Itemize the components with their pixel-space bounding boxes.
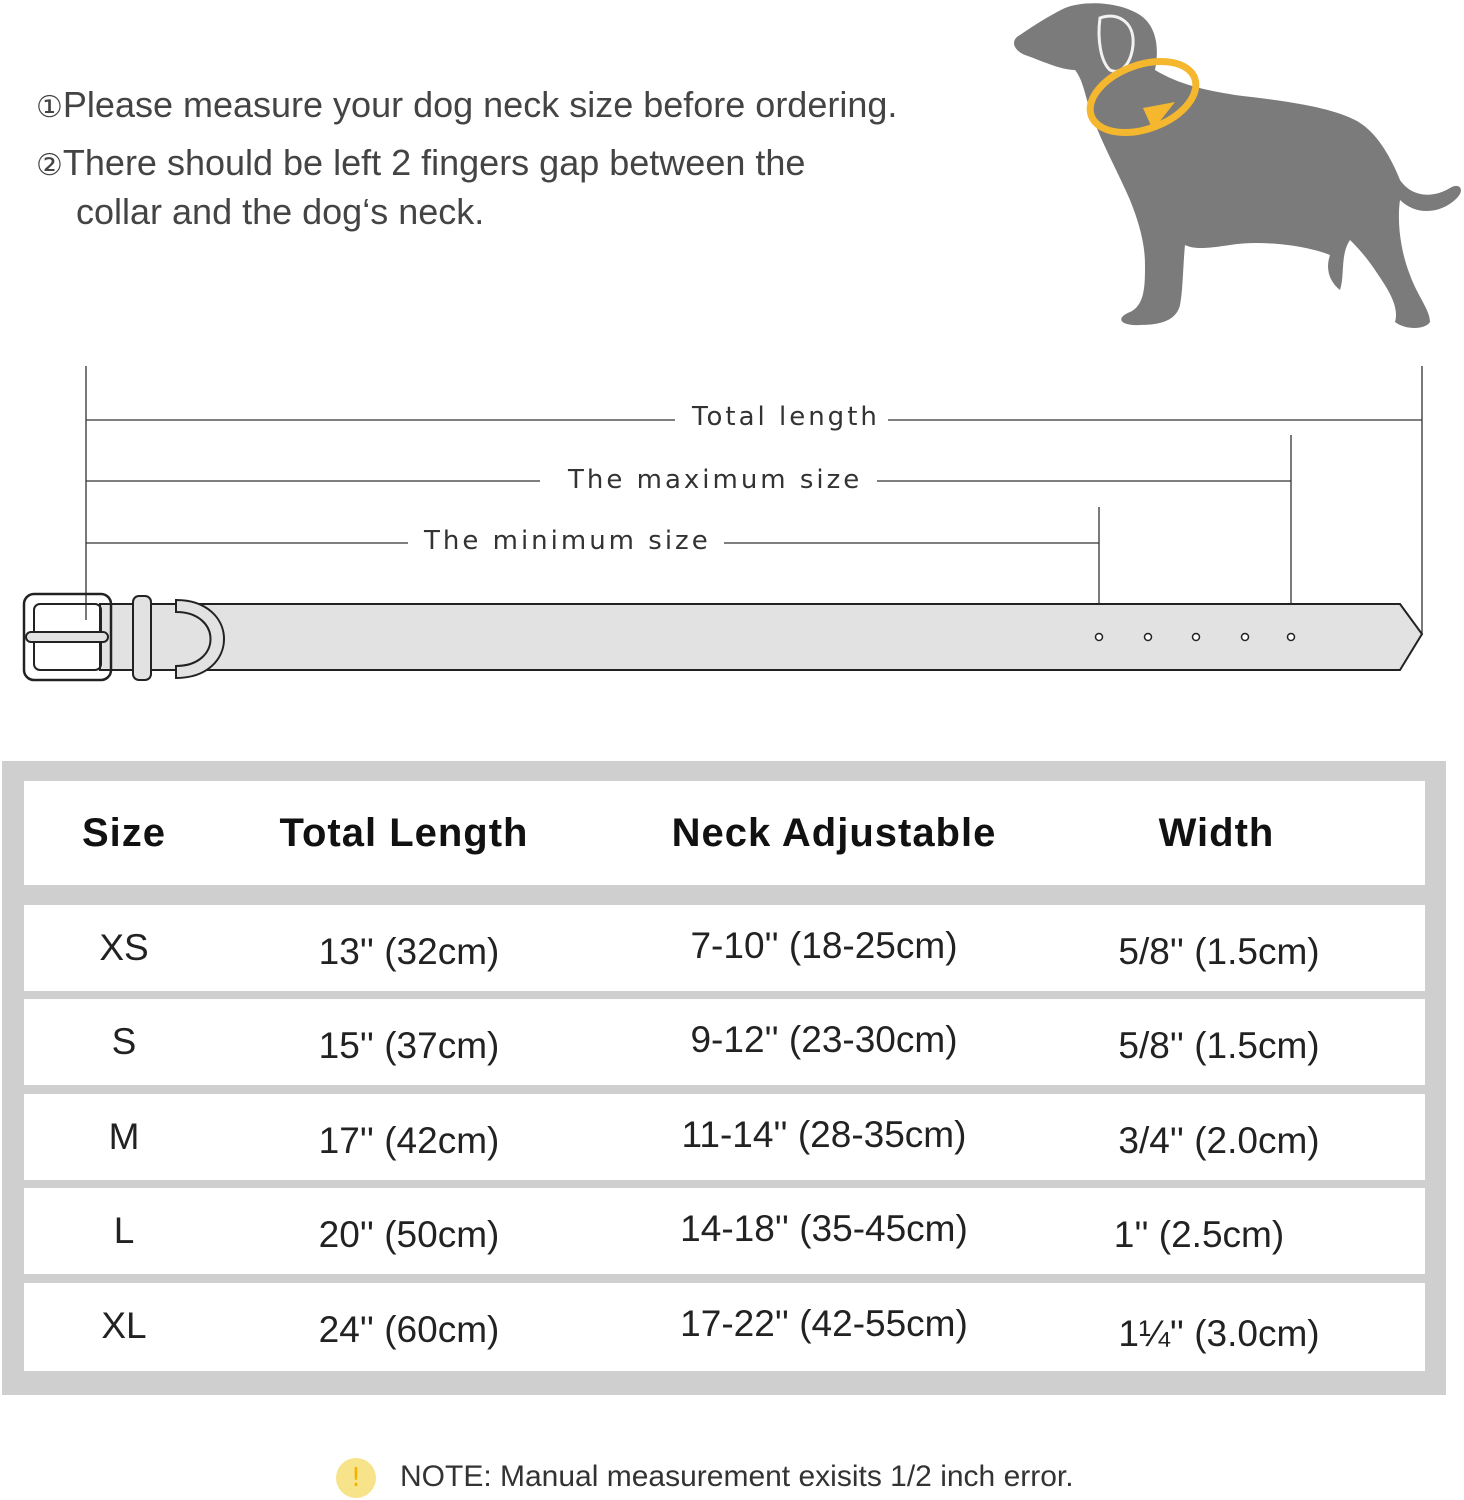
header-neck-adjustable: Neck Adjustable bbox=[671, 811, 997, 855]
step-number-1: ① bbox=[36, 90, 63, 125]
cell-width: 1'' (2.5cm) bbox=[1113, 1214, 1285, 1255]
table-row bbox=[24, 1283, 1425, 1371]
collar-hole bbox=[1096, 634, 1103, 641]
table-row bbox=[24, 905, 1425, 991]
dog-illustration bbox=[1005, 0, 1464, 340]
collar-hole bbox=[1145, 634, 1152, 641]
exclamation-icon: ! bbox=[336, 1458, 376, 1498]
cell-neck-adjustable: 7-10'' (18-25cm) bbox=[690, 925, 958, 966]
step-number-2: ② bbox=[36, 148, 63, 183]
collar-diagram bbox=[0, 350, 1464, 690]
cell-size: S bbox=[111, 1021, 137, 1062]
collar-strap bbox=[100, 604, 1422, 670]
cell-width: 1¼'' (3.0cm) bbox=[1118, 1313, 1320, 1354]
table-row bbox=[24, 999, 1425, 1085]
cell-total-length: 13'' (32cm) bbox=[318, 931, 500, 972]
dog-silhouette bbox=[1014, 3, 1461, 328]
cell-total-length: 17'' (42cm) bbox=[318, 1120, 500, 1161]
instruction-2-text-line1: There should be left 2 fingers gap between the bbox=[62, 142, 806, 183]
min-size-label: The minimum size bbox=[424, 526, 711, 556]
collar-hole bbox=[1242, 634, 1249, 641]
cell-neck-adjustable: 9-12'' (23-30cm) bbox=[690, 1019, 958, 1060]
note-text: NOTE: Manual measurement exisits 1/2 inch error. bbox=[400, 1460, 1074, 1493]
instruction-2 bbox=[36, 140, 805, 235]
table-row bbox=[24, 1094, 1425, 1180]
header-width: Width bbox=[1158, 811, 1275, 855]
cell-width: 5/8'' (1.5cm) bbox=[1118, 1025, 1320, 1066]
instruction-2-text-line2: collar and the dog‘s neck. bbox=[76, 191, 485, 232]
cell-neck-adjustable: 14-18'' (35-45cm) bbox=[680, 1208, 968, 1249]
table-header-row bbox=[24, 781, 1425, 885]
cell-size: L bbox=[113, 1210, 135, 1251]
table-row bbox=[24, 1188, 1425, 1274]
cell-size: XS bbox=[99, 927, 149, 968]
max-size-label: The maximum size bbox=[568, 465, 863, 495]
header-size: Size bbox=[81, 811, 167, 855]
instruction-1-text: Please measure your dog neck size before ordering. bbox=[62, 84, 898, 125]
size-table bbox=[2, 761, 1446, 1395]
collar-hole bbox=[1193, 634, 1200, 641]
cell-total-length: 15'' (37cm) bbox=[318, 1025, 500, 1066]
instruction-1 bbox=[36, 82, 897, 131]
cell-neck-adjustable: 17-22'' (42-55cm) bbox=[680, 1303, 968, 1344]
collar-hole bbox=[1288, 634, 1295, 641]
cell-size: XL bbox=[101, 1305, 147, 1346]
header-total-length: Total Length bbox=[279, 811, 529, 855]
buckle-prong bbox=[26, 632, 108, 642]
cell-size: M bbox=[108, 1116, 140, 1157]
cell-width: 5/8'' (1.5cm) bbox=[1118, 931, 1320, 972]
cell-neck-adjustable: 11-14'' (28-35cm) bbox=[681, 1114, 967, 1155]
cell-width: 3/4'' (2.0cm) bbox=[1118, 1120, 1320, 1161]
keeper-loop bbox=[133, 596, 151, 680]
cell-total-length: 20'' (50cm) bbox=[318, 1214, 500, 1255]
cell-total-length: 24'' (60cm) bbox=[318, 1309, 500, 1350]
total-length-label: Total length bbox=[692, 402, 880, 432]
